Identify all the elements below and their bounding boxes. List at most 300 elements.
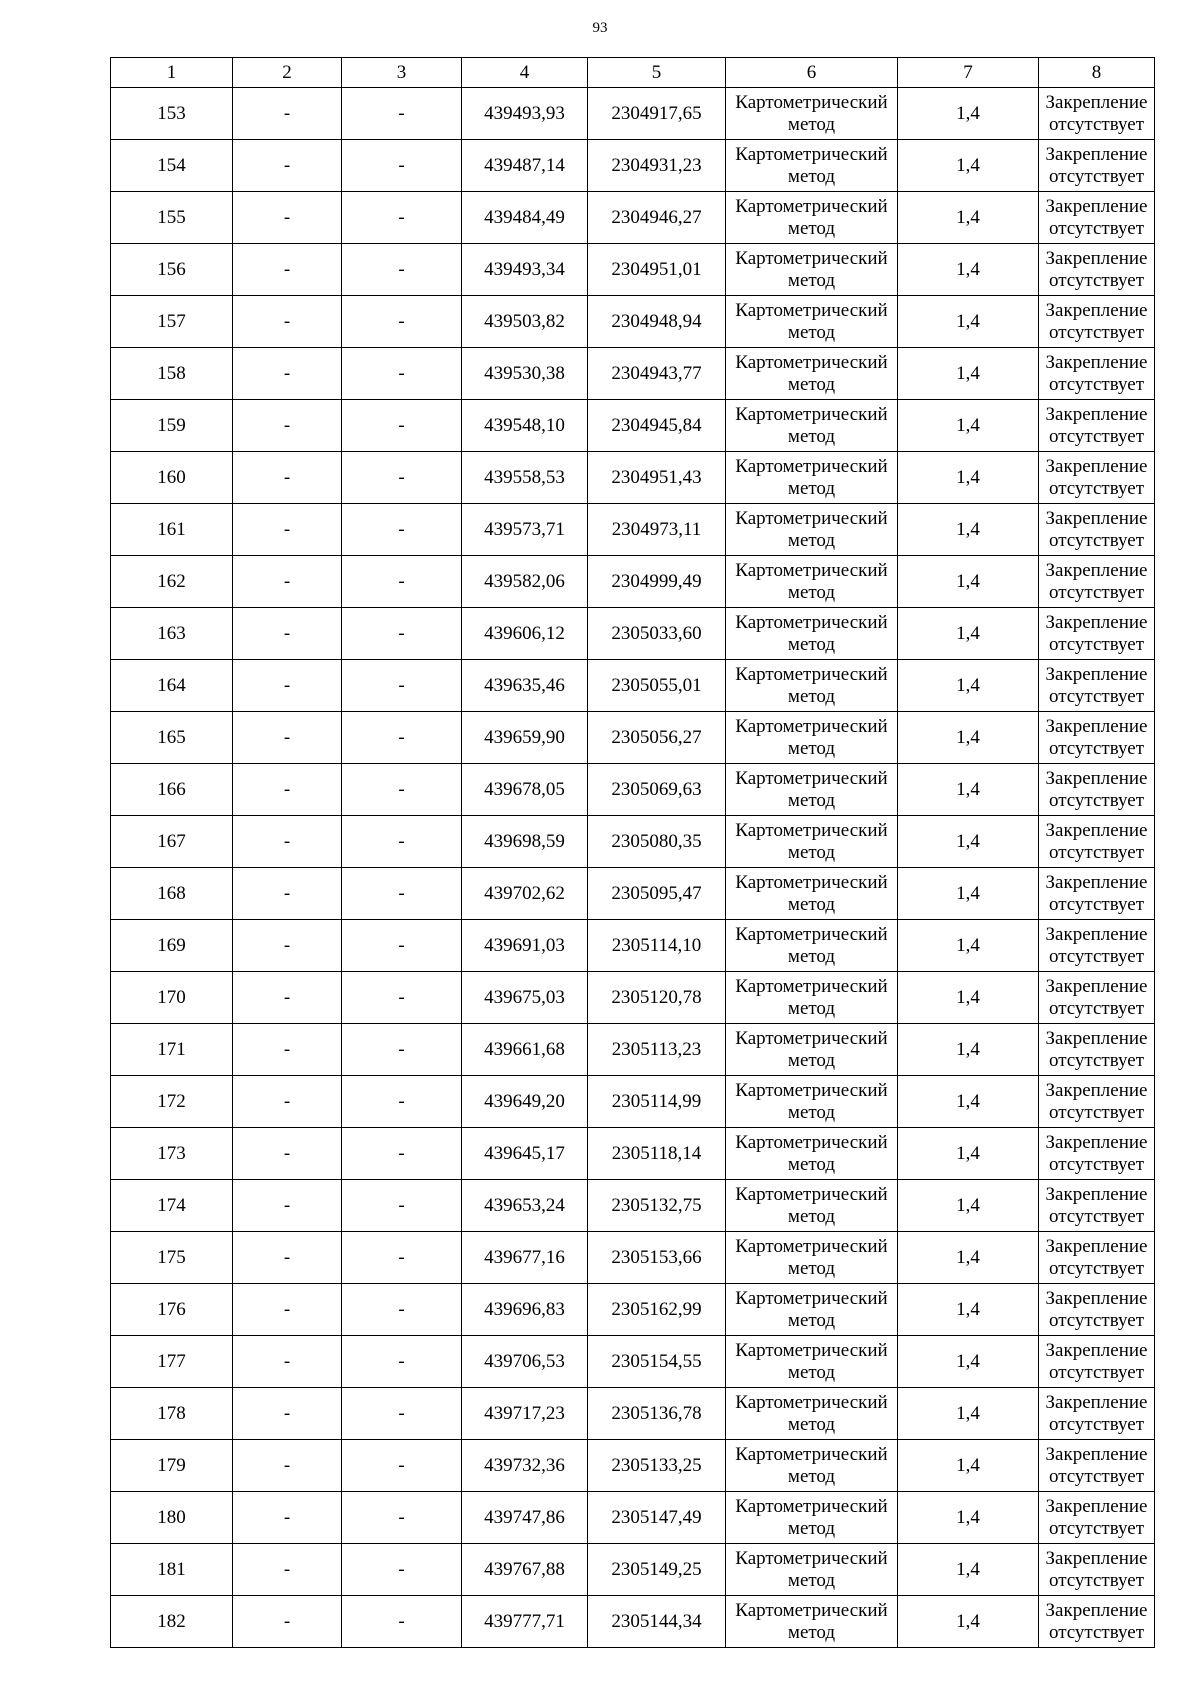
method-line-2: метод bbox=[787, 737, 836, 759]
method-line-2: метод bbox=[787, 217, 836, 239]
method-line-2: метод bbox=[787, 269, 836, 291]
method-line-1: Картометрический bbox=[735, 195, 888, 217]
y-coordinate-cell: 2305055,01 bbox=[588, 660, 726, 712]
x-coordinate-cell: 439702,62 bbox=[462, 868, 588, 920]
table-row bbox=[111, 1544, 1155, 1596]
table-row bbox=[111, 1024, 1155, 1076]
table-row bbox=[111, 348, 1155, 400]
col2-cell: - bbox=[233, 296, 342, 348]
accuracy-cell: 1,4 bbox=[898, 556, 1039, 608]
fixation-line-1: Закрепление bbox=[1045, 351, 1148, 373]
method-line-2: метод bbox=[787, 1361, 836, 1383]
header-col-2: 2 bbox=[233, 58, 342, 88]
fixation-line-2: отсутствует bbox=[1048, 1413, 1145, 1435]
point-number-cell: 176 bbox=[111, 1284, 233, 1336]
col2-cell: - bbox=[233, 868, 342, 920]
method-cell bbox=[726, 88, 898, 140]
accuracy-cell: 1,4 bbox=[898, 244, 1039, 296]
y-coordinate-cell: 2304943,77 bbox=[588, 348, 726, 400]
page-number: 93 bbox=[592, 20, 608, 36]
method-line-1: Картометрический bbox=[735, 611, 888, 633]
col2-cell: - bbox=[233, 660, 342, 712]
col2-cell: - bbox=[233, 140, 342, 192]
accuracy-cell: 1,4 bbox=[898, 400, 1039, 452]
y-coordinate-cell: 2304973,11 bbox=[588, 504, 726, 556]
method-line-1: Картометрический bbox=[735, 1079, 888, 1101]
col3-cell: - bbox=[342, 88, 462, 140]
y-coordinate-cell: 2304951,01 bbox=[588, 244, 726, 296]
method-line-2: метод bbox=[787, 1257, 836, 1279]
x-coordinate-cell: 439558,53 bbox=[462, 452, 588, 504]
fixation-cell bbox=[1039, 556, 1155, 608]
method-line-1: Картометрический bbox=[735, 1131, 888, 1153]
method-line-2: метод bbox=[787, 1569, 836, 1591]
y-coordinate-cell: 2305133,25 bbox=[588, 1440, 726, 1492]
fixation-line-2: отсутствует bbox=[1048, 1205, 1145, 1227]
method-cell bbox=[726, 1596, 898, 1648]
table-row bbox=[111, 1336, 1155, 1388]
fixation-line-1: Закрепление bbox=[1045, 91, 1148, 113]
header-col-4: 4 bbox=[462, 58, 588, 88]
x-coordinate-cell: 439675,03 bbox=[462, 972, 588, 1024]
fixation-line-2: отсутствует bbox=[1048, 373, 1145, 395]
col3-cell: - bbox=[342, 1440, 462, 1492]
header-col-3: 3 bbox=[342, 58, 462, 88]
method-line-1: Картометрический bbox=[735, 1547, 888, 1569]
fixation-cell bbox=[1039, 608, 1155, 660]
point-number-cell: 155 bbox=[111, 192, 233, 244]
y-coordinate-cell: 2305114,10 bbox=[588, 920, 726, 972]
x-coordinate-cell: 439548,10 bbox=[462, 400, 588, 452]
accuracy-cell: 1,4 bbox=[898, 1284, 1039, 1336]
accuracy-cell: 1,4 bbox=[898, 1232, 1039, 1284]
fixation-line-1: Закрепление bbox=[1045, 403, 1148, 425]
fixation-cell bbox=[1039, 816, 1155, 868]
table-body bbox=[111, 88, 1155, 1648]
method-cell bbox=[726, 556, 898, 608]
x-coordinate-cell: 439582,06 bbox=[462, 556, 588, 608]
point-number-cell: 170 bbox=[111, 972, 233, 1024]
table-row bbox=[111, 1128, 1155, 1180]
table-row bbox=[111, 1492, 1155, 1544]
method-line-2: метод bbox=[787, 1465, 836, 1487]
col2-cell: - bbox=[233, 192, 342, 244]
method-line-2: метод bbox=[787, 1413, 836, 1435]
method-cell bbox=[726, 348, 898, 400]
col3-cell: - bbox=[342, 1232, 462, 1284]
fixation-line-1: Закрепление bbox=[1045, 143, 1148, 165]
y-coordinate-cell: 2304946,27 bbox=[588, 192, 726, 244]
fixation-line-2: отсутствует bbox=[1048, 997, 1145, 1019]
fixation-line-1: Закрепление bbox=[1045, 1599, 1148, 1621]
x-coordinate-cell: 439606,12 bbox=[462, 608, 588, 660]
table-header bbox=[111, 58, 1155, 88]
x-coordinate-cell: 439645,17 bbox=[462, 1128, 588, 1180]
x-coordinate-cell: 439493,34 bbox=[462, 244, 588, 296]
method-cell bbox=[726, 660, 898, 712]
fixation-cell bbox=[1039, 1596, 1155, 1648]
fixation-line-1: Закрепление bbox=[1045, 767, 1148, 789]
fixation-line-2: отсутствует bbox=[1048, 1257, 1145, 1279]
x-coordinate-cell: 439503,82 bbox=[462, 296, 588, 348]
col2-cell: - bbox=[233, 712, 342, 764]
col3-cell: - bbox=[342, 608, 462, 660]
method-line-2: метод bbox=[787, 477, 836, 499]
accuracy-cell: 1,4 bbox=[898, 1596, 1039, 1648]
col3-cell: - bbox=[342, 1024, 462, 1076]
y-coordinate-cell: 2305144,34 bbox=[588, 1596, 726, 1648]
method-cell bbox=[726, 1128, 898, 1180]
method-line-1: Картометрический bbox=[735, 871, 888, 893]
fixation-line-2: отсутствует bbox=[1048, 477, 1145, 499]
accuracy-cell: 1,4 bbox=[898, 1180, 1039, 1232]
col2-cell: - bbox=[233, 1492, 342, 1544]
col2-cell: - bbox=[233, 608, 342, 660]
accuracy-cell: 1,4 bbox=[898, 1336, 1039, 1388]
accuracy-cell: 1,4 bbox=[898, 764, 1039, 816]
header-col-1: 1 bbox=[111, 58, 233, 88]
y-coordinate-cell: 2304945,84 bbox=[588, 400, 726, 452]
method-line-1: Картометрический bbox=[735, 143, 888, 165]
table-row bbox=[111, 1076, 1155, 1128]
col2-cell: - bbox=[233, 1024, 342, 1076]
method-line-2: метод bbox=[787, 1101, 836, 1123]
method-line-2: метод bbox=[787, 789, 836, 811]
col3-cell: - bbox=[342, 868, 462, 920]
accuracy-cell: 1,4 bbox=[898, 660, 1039, 712]
table-row bbox=[111, 400, 1155, 452]
point-number-cell: 156 bbox=[111, 244, 233, 296]
method-cell bbox=[726, 608, 898, 660]
method-cell bbox=[726, 712, 898, 764]
method-cell bbox=[726, 400, 898, 452]
col3-cell: - bbox=[342, 556, 462, 608]
col2-cell: - bbox=[233, 1596, 342, 1648]
fixation-cell bbox=[1039, 868, 1155, 920]
accuracy-cell: 1,4 bbox=[898, 348, 1039, 400]
col3-cell: - bbox=[342, 920, 462, 972]
fixation-line-2: отсутствует bbox=[1048, 893, 1145, 915]
col3-cell: - bbox=[342, 1076, 462, 1128]
table-row bbox=[111, 1180, 1155, 1232]
point-number-cell: 165 bbox=[111, 712, 233, 764]
col3-cell: - bbox=[342, 1544, 462, 1596]
y-coordinate-cell: 2305120,78 bbox=[588, 972, 726, 1024]
point-number-cell: 169 bbox=[111, 920, 233, 972]
col2-cell: - bbox=[233, 1232, 342, 1284]
method-cell bbox=[726, 1440, 898, 1492]
accuracy-cell: 1,4 bbox=[898, 1024, 1039, 1076]
point-number-cell: 180 bbox=[111, 1492, 233, 1544]
point-number-cell: 163 bbox=[111, 608, 233, 660]
x-coordinate-cell: 439767,88 bbox=[462, 1544, 588, 1596]
method-line-1: Картометрический bbox=[735, 923, 888, 945]
table-row bbox=[111, 452, 1155, 504]
col2-cell: - bbox=[233, 1336, 342, 1388]
y-coordinate-cell: 2304917,65 bbox=[588, 88, 726, 140]
fixation-cell bbox=[1039, 88, 1155, 140]
col2-cell: - bbox=[233, 1128, 342, 1180]
col3-cell: - bbox=[342, 1336, 462, 1388]
method-cell bbox=[726, 972, 898, 1024]
x-coordinate-cell: 439696,83 bbox=[462, 1284, 588, 1336]
method-line-2: метод bbox=[787, 997, 836, 1019]
col3-cell: - bbox=[342, 764, 462, 816]
header-col-6: 6 bbox=[726, 58, 898, 88]
col3-cell: - bbox=[342, 712, 462, 764]
fixation-cell bbox=[1039, 504, 1155, 556]
method-line-1: Картометрический bbox=[735, 975, 888, 997]
accuracy-cell: 1,4 bbox=[898, 712, 1039, 764]
header-col-7: 7 bbox=[898, 58, 1039, 88]
method-line-2: метод bbox=[787, 425, 836, 447]
point-number-cell: 154 bbox=[111, 140, 233, 192]
method-line-1: Картометрический bbox=[735, 663, 888, 685]
x-coordinate-cell: 439649,20 bbox=[462, 1076, 588, 1128]
table-row bbox=[111, 244, 1155, 296]
point-number-cell: 166 bbox=[111, 764, 233, 816]
accuracy-cell: 1,4 bbox=[898, 816, 1039, 868]
method-line-2: метод bbox=[787, 945, 836, 967]
fixation-line-1: Закрепление bbox=[1045, 455, 1148, 477]
fixation-cell bbox=[1039, 1076, 1155, 1128]
table-row bbox=[111, 660, 1155, 712]
point-number-cell: 158 bbox=[111, 348, 233, 400]
header-col-8: 8 bbox=[1039, 58, 1155, 88]
fixation-line-2: отсутствует bbox=[1048, 113, 1145, 135]
y-coordinate-cell: 2305149,25 bbox=[588, 1544, 726, 1596]
accuracy-cell: 1,4 bbox=[898, 140, 1039, 192]
fixation-line-1: Закрепление bbox=[1045, 871, 1148, 893]
method-line-1: Картометрический bbox=[735, 455, 888, 477]
point-number-cell: 159 bbox=[111, 400, 233, 452]
col2-cell: - bbox=[233, 556, 342, 608]
point-number-cell: 160 bbox=[111, 452, 233, 504]
x-coordinate-cell: 439747,86 bbox=[462, 1492, 588, 1544]
method-line-2: метод bbox=[787, 1309, 836, 1331]
table-row bbox=[111, 1388, 1155, 1440]
method-line-1: Картометрический bbox=[735, 1183, 888, 1205]
fixation-cell bbox=[1039, 920, 1155, 972]
y-coordinate-cell: 2305162,99 bbox=[588, 1284, 726, 1336]
fixation-line-2: отсутствует bbox=[1048, 737, 1145, 759]
fixation-line-1: Закрепление bbox=[1045, 1443, 1148, 1465]
col3-cell: - bbox=[342, 972, 462, 1024]
x-coordinate-cell: 439653,24 bbox=[462, 1180, 588, 1232]
col2-cell: - bbox=[233, 1076, 342, 1128]
header-row bbox=[111, 58, 1155, 88]
col2-cell: - bbox=[233, 764, 342, 816]
y-coordinate-cell: 2304948,94 bbox=[588, 296, 726, 348]
y-coordinate-cell: 2305056,27 bbox=[588, 712, 726, 764]
col3-cell: - bbox=[342, 1180, 462, 1232]
method-line-2: метод bbox=[787, 1205, 836, 1227]
fixation-cell bbox=[1039, 660, 1155, 712]
fixation-cell bbox=[1039, 140, 1155, 192]
method-line-2: метод bbox=[787, 165, 836, 187]
coordinates-table bbox=[110, 57, 1155, 1648]
accuracy-cell: 1,4 bbox=[898, 1076, 1039, 1128]
fixation-line-1: Закрепление bbox=[1045, 1131, 1148, 1153]
method-line-1: Картометрический bbox=[735, 247, 888, 269]
fixation-cell bbox=[1039, 1180, 1155, 1232]
fixation-cell bbox=[1039, 1128, 1155, 1180]
table-row bbox=[111, 1232, 1155, 1284]
x-coordinate-cell: 439677,16 bbox=[462, 1232, 588, 1284]
fixation-cell bbox=[1039, 1440, 1155, 1492]
method-cell bbox=[726, 244, 898, 296]
col2-cell: - bbox=[233, 348, 342, 400]
col2-cell: - bbox=[233, 1388, 342, 1440]
method-line-1: Картометрический bbox=[735, 403, 888, 425]
fixation-line-1: Закрепление bbox=[1045, 1495, 1148, 1517]
fixation-line-1: Закрепление bbox=[1045, 611, 1148, 633]
method-line-1: Картометрический bbox=[735, 1443, 888, 1465]
col2-cell: - bbox=[233, 972, 342, 1024]
fixation-line-1: Закрепление bbox=[1045, 247, 1148, 269]
y-coordinate-cell: 2305069,63 bbox=[588, 764, 726, 816]
method-line-2: метод bbox=[787, 373, 836, 395]
x-coordinate-cell: 439493,93 bbox=[462, 88, 588, 140]
point-number-cell: 167 bbox=[111, 816, 233, 868]
x-coordinate-cell: 439691,03 bbox=[462, 920, 588, 972]
point-number-cell: 172 bbox=[111, 1076, 233, 1128]
fixation-line-2: отсутствует bbox=[1048, 1049, 1145, 1071]
method-cell bbox=[726, 1180, 898, 1232]
fixation-cell bbox=[1039, 764, 1155, 816]
fixation-line-1: Закрепление bbox=[1045, 299, 1148, 321]
x-coordinate-cell: 439487,14 bbox=[462, 140, 588, 192]
col3-cell: - bbox=[342, 244, 462, 296]
col3-cell: - bbox=[342, 348, 462, 400]
x-coordinate-cell: 439732,36 bbox=[462, 1440, 588, 1492]
fixation-cell bbox=[1039, 972, 1155, 1024]
point-number-cell: 174 bbox=[111, 1180, 233, 1232]
method-cell bbox=[726, 504, 898, 556]
col2-cell: - bbox=[233, 400, 342, 452]
y-coordinate-cell: 2305095,47 bbox=[588, 868, 726, 920]
col2-cell: - bbox=[233, 816, 342, 868]
fixation-line-1: Закрепление bbox=[1045, 1079, 1148, 1101]
x-coordinate-cell: 439698,59 bbox=[462, 816, 588, 868]
fixation-cell bbox=[1039, 1284, 1155, 1336]
method-line-1: Картометрический bbox=[735, 1599, 888, 1621]
fixation-line-1: Закрепление bbox=[1045, 559, 1148, 581]
fixation-line-2: отсутствует bbox=[1048, 425, 1145, 447]
method-line-2: метод bbox=[787, 685, 836, 707]
fixation-cell bbox=[1039, 1492, 1155, 1544]
x-coordinate-cell: 439530,38 bbox=[462, 348, 588, 400]
x-coordinate-cell: 439635,46 bbox=[462, 660, 588, 712]
col3-cell: - bbox=[342, 1388, 462, 1440]
y-coordinate-cell: 2305132,75 bbox=[588, 1180, 726, 1232]
table-row bbox=[111, 972, 1155, 1024]
col3-cell: - bbox=[342, 296, 462, 348]
col3-cell: - bbox=[342, 140, 462, 192]
method-line-2: метод bbox=[787, 633, 836, 655]
y-coordinate-cell: 2305113,23 bbox=[588, 1024, 726, 1076]
method-cell bbox=[726, 816, 898, 868]
method-line-2: метод bbox=[787, 321, 836, 343]
x-coordinate-cell: 439706,53 bbox=[462, 1336, 588, 1388]
col3-cell: - bbox=[342, 816, 462, 868]
fixation-cell bbox=[1039, 1024, 1155, 1076]
y-coordinate-cell: 2305147,49 bbox=[588, 1492, 726, 1544]
method-cell bbox=[726, 452, 898, 504]
method-line-1: Картометрический bbox=[735, 819, 888, 841]
method-line-2: метод bbox=[787, 1517, 836, 1539]
table-row bbox=[111, 1596, 1155, 1648]
col2-cell: - bbox=[233, 920, 342, 972]
fixation-line-1: Закрепление bbox=[1045, 819, 1148, 841]
method-cell bbox=[726, 920, 898, 972]
method-line-2: метод bbox=[787, 1621, 836, 1643]
method-line-1: Картометрический bbox=[735, 1495, 888, 1517]
table-row bbox=[111, 608, 1155, 660]
fixation-line-1: Закрепление bbox=[1045, 923, 1148, 945]
method-line-1: Картометрический bbox=[735, 1235, 888, 1257]
x-coordinate-cell: 439659,90 bbox=[462, 712, 588, 764]
point-number-cell: 171 bbox=[111, 1024, 233, 1076]
fixation-line-1: Закрепление bbox=[1045, 1287, 1148, 1309]
method-line-2: метод bbox=[787, 529, 836, 551]
fixation-line-2: отсутствует bbox=[1048, 581, 1145, 603]
y-coordinate-cell: 2305114,99 bbox=[588, 1076, 726, 1128]
col2-cell: - bbox=[233, 1284, 342, 1336]
table-row bbox=[111, 556, 1155, 608]
fixation-line-2: отсутствует bbox=[1048, 165, 1145, 187]
accuracy-cell: 1,4 bbox=[898, 296, 1039, 348]
y-coordinate-cell: 2305033,60 bbox=[588, 608, 726, 660]
table-row bbox=[111, 192, 1155, 244]
method-cell bbox=[726, 1492, 898, 1544]
col2-cell: - bbox=[233, 1180, 342, 1232]
point-number-cell: 161 bbox=[111, 504, 233, 556]
table-row bbox=[111, 1284, 1155, 1336]
y-coordinate-cell: 2304931,23 bbox=[588, 140, 726, 192]
fixation-line-2: отсутствует bbox=[1048, 1309, 1145, 1331]
table-row bbox=[111, 816, 1155, 868]
accuracy-cell: 1,4 bbox=[898, 920, 1039, 972]
accuracy-cell: 1,4 bbox=[898, 608, 1039, 660]
table-row bbox=[111, 296, 1155, 348]
table-row bbox=[111, 140, 1155, 192]
point-number-cell: 175 bbox=[111, 1232, 233, 1284]
x-coordinate-cell: 439573,71 bbox=[462, 504, 588, 556]
col3-cell: - bbox=[342, 1284, 462, 1336]
col2-cell: - bbox=[233, 1544, 342, 1596]
method-line-2: метод bbox=[787, 581, 836, 603]
col2-cell: - bbox=[233, 88, 342, 140]
table-row bbox=[111, 764, 1155, 816]
col2-cell: - bbox=[233, 244, 342, 296]
method-line-2: метод bbox=[787, 113, 836, 135]
method-cell bbox=[726, 1336, 898, 1388]
method-line-1: Картометрический bbox=[735, 559, 888, 581]
method-cell bbox=[726, 1076, 898, 1128]
point-number-cell: 162 bbox=[111, 556, 233, 608]
method-cell bbox=[726, 140, 898, 192]
fixation-line-1: Закрепление bbox=[1045, 715, 1148, 737]
fixation-line-2: отсутствует bbox=[1048, 789, 1145, 811]
fixation-cell bbox=[1039, 348, 1155, 400]
col2-cell: - bbox=[233, 1440, 342, 1492]
fixation-cell bbox=[1039, 1336, 1155, 1388]
x-coordinate-cell: 439484,49 bbox=[462, 192, 588, 244]
fixation-line-2: отсутствует bbox=[1048, 1361, 1145, 1383]
fixation-line-2: отсутствует bbox=[1048, 633, 1145, 655]
table-row bbox=[111, 1440, 1155, 1492]
